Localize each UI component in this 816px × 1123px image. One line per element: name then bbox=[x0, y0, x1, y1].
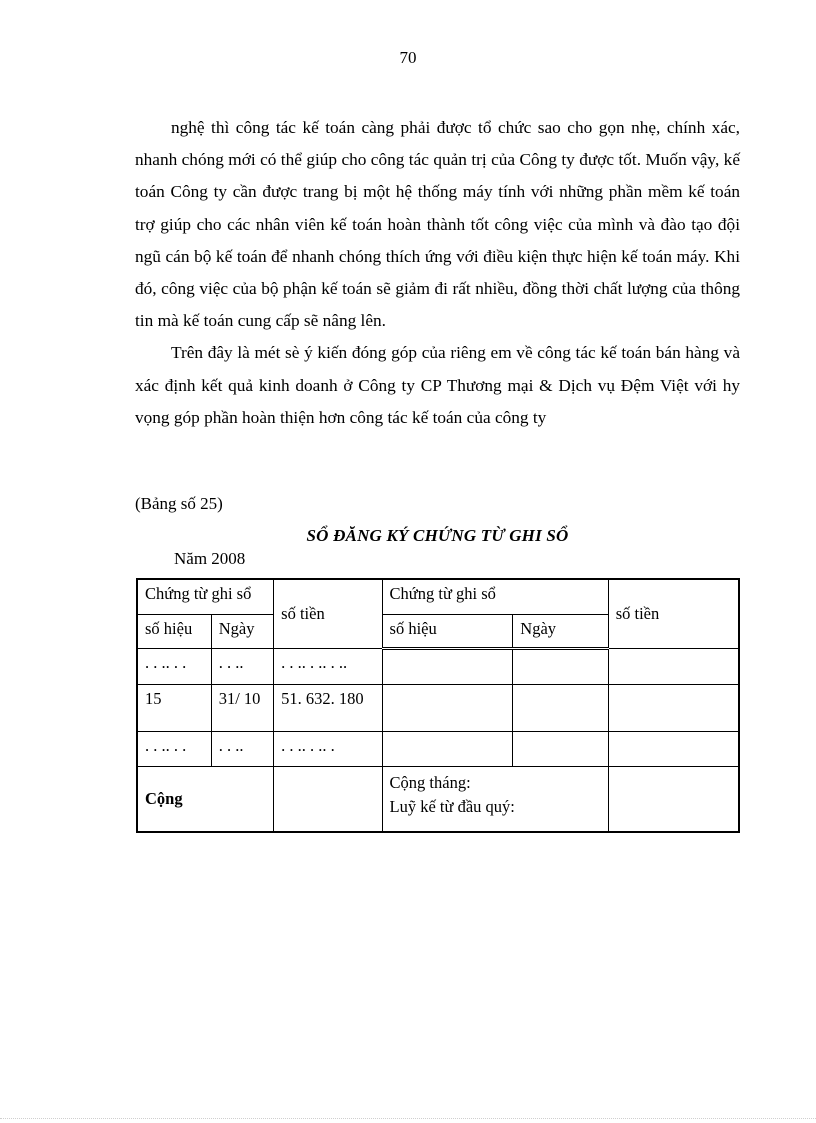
header-voucher-group-right: Chứng từ ghi sổ bbox=[382, 579, 608, 615]
month-total-label: Cộng tháng: bbox=[389, 773, 471, 792]
total-label: Cộng bbox=[137, 767, 274, 833]
header-date-right: Ngày bbox=[513, 615, 608, 649]
cell-amount: . . .. . .. . .. bbox=[274, 649, 382, 685]
table-row bbox=[137, 649, 739, 685]
header-date-left: Ngày bbox=[211, 615, 273, 649]
cell-empty bbox=[608, 685, 739, 732]
table-reference: (Bảng số 25) bbox=[135, 494, 223, 513]
cell-empty bbox=[513, 685, 608, 732]
cumulative-total-label: Luỹ kế từ đầu quý: bbox=[389, 797, 515, 816]
table-row bbox=[137, 685, 739, 732]
cell-empty bbox=[608, 732, 739, 767]
table-row bbox=[137, 732, 739, 767]
paragraph-2: Trên đây là mét sè ý kiến đóng góp của riêng em về công tác kế toán bán hàng và xác định kết quả kinh doanh ở Công ty CP Thương mại & Dịch vụ Đệm Việt với hy vọng góp phần hoàn thiện hơn công tác kế toán của công ty bbox=[135, 343, 740, 427]
cell-empty bbox=[382, 649, 513, 685]
cell-date: 31/ 10 bbox=[211, 685, 273, 732]
header-amount-right: số tiền bbox=[608, 579, 739, 649]
header-number-left: số hiệu bbox=[137, 615, 211, 649]
table-year: Năm 2008 bbox=[174, 549, 246, 568]
header-number-right: số hiệu bbox=[382, 615, 513, 649]
total-summary-cell bbox=[382, 767, 608, 833]
voucher-register-table bbox=[136, 578, 740, 833]
cell-empty bbox=[608, 649, 739, 685]
cell-number: . . .. . . bbox=[137, 649, 211, 685]
cell-number: . . .. . . bbox=[137, 732, 211, 767]
cell-date: . . .. bbox=[211, 649, 273, 685]
cell-empty bbox=[382, 685, 513, 732]
paragraph-1: nghệ thì công tác kế toán càng phải được tổ chức sao cho gọn nhẹ, chính xác, nhanh chóng mới có thể giúp cho công tác quản trị của Công ty được tốt. Muốn vậy, kế toán Công ty cần được trang bị một hệ thống máy tính với những phần mềm kế toán trợ giúp cho các nhân viên kế toán hoàn thành tốt công việc của mình và đào tạo đội ngũ cán bộ kế toán để nhanh chóng thích ứng với điều kiện thực hiện kế toán máy. Khi đó, công việc của bộ phận kế toán sẽ giảm đi rất nhiều, đồng thời chất lượng của thông tin mà kế toán cung cấp sẽ nâng lên. bbox=[135, 118, 740, 331]
cell-number: 15 bbox=[137, 685, 211, 732]
table-total-row bbox=[137, 767, 739, 833]
page-number: 70 bbox=[399, 48, 417, 67]
table-title: SỔ ĐĂNG KÝ CHỨNG TỪ GHI SỔ bbox=[306, 526, 569, 545]
cell-amount: 51. 632. 180 bbox=[274, 685, 382, 732]
header-amount-left: số tiền bbox=[274, 579, 382, 649]
cell-empty bbox=[513, 649, 608, 685]
table-header-row bbox=[137, 579, 739, 615]
header-voucher-group-left: Chứng từ ghi sổ bbox=[137, 579, 274, 615]
cell-empty bbox=[608, 767, 739, 833]
cell-empty bbox=[513, 732, 608, 767]
cell-empty bbox=[382, 732, 513, 767]
cell-amount: . . .. . .. . bbox=[274, 732, 382, 767]
body-text bbox=[135, 112, 740, 434]
cell-date: . . .. bbox=[211, 732, 273, 767]
page-bottom-divider bbox=[0, 1118, 816, 1119]
cell-empty bbox=[274, 767, 382, 833]
